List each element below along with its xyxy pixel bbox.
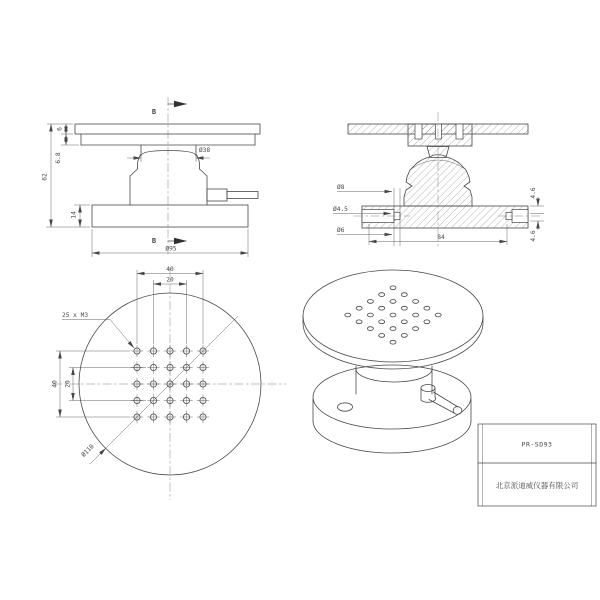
m3-hole-iso — [390, 327, 396, 331]
m3-hole-iso — [401, 334, 407, 338]
dim-bore-large: Ø8 — [337, 184, 345, 191]
thread-note: 25 x M3 — [62, 312, 89, 319]
m3-hole-iso — [435, 313, 441, 317]
diagonal-dia-line — [90, 316, 238, 464]
m3-hole-iso — [401, 320, 407, 324]
m3-hole-iso — [401, 293, 407, 297]
dim-grid-width: 40 — [166, 266, 174, 273]
m3-hole-iso — [413, 313, 419, 317]
top-view-dimensions — [52, 266, 204, 417]
m3-hole-iso — [379, 306, 385, 310]
side-view-dimensions — [42, 124, 249, 257]
dim-bolt-span: 84 — [437, 234, 445, 241]
m3-hole-iso — [367, 327, 373, 331]
section-label-top: B — [151, 108, 157, 116]
section-label-bottom: B — [151, 237, 157, 245]
dim-plate-dia: Ø110 — [80, 443, 96, 459]
m3-hole-iso — [345, 313, 351, 317]
m3-hole-iso — [390, 300, 396, 304]
iso-view — [303, 270, 483, 453]
base-port-hole — [338, 403, 353, 411]
iso-view-linework — [303, 270, 483, 453]
m3-hole-iso — [367, 300, 373, 304]
dim-spindle-dia: Ø38 — [199, 147, 211, 154]
title-block — [478, 424, 596, 506]
m3-hole-iso — [356, 306, 362, 310]
m3-hole-iso — [424, 306, 430, 310]
dim-total-height: 62 — [41, 173, 49, 181]
top-view — [52, 266, 287, 500]
m3-hole-iso — [356, 320, 362, 324]
section-view-linework — [348, 112, 540, 246]
dim-step-lower: 4.6 — [530, 230, 537, 242]
section-view — [333, 112, 544, 246]
dim-base-dia: Ø95 — [165, 245, 177, 253]
m3-hole-iso — [424, 320, 430, 324]
side-view-linework — [75, 124, 260, 227]
cable-gland — [421, 385, 462, 415]
m3-hole-iso — [379, 320, 385, 324]
dim-plate-thickness: 6 — [56, 127, 64, 131]
m3-hole-iso — [367, 313, 373, 317]
dim-grid-height: 40 — [51, 380, 59, 388]
iso-view-holes — [345, 286, 441, 344]
m3-hole-iso — [401, 306, 407, 310]
dim-step-upper: 4.6 — [530, 187, 537, 199]
m3-hole-iso — [379, 334, 385, 338]
title-block-model: PR-SD93 — [521, 440, 553, 449]
dim-neck-height: 6.8 — [55, 152, 62, 164]
side-view — [42, 97, 261, 257]
m3-hole-iso — [390, 340, 396, 344]
dim-base-thickness: 14 — [70, 211, 78, 219]
m3-hole-iso — [390, 313, 396, 317]
m3-hole-iso — [413, 327, 419, 331]
dim-bore-small: Ø4.5 — [333, 206, 348, 213]
dim-grid-half-width: 20 — [166, 276, 174, 284]
dim-bore-bottom: Ø6 — [337, 227, 345, 234]
m3-hole-iso — [379, 293, 385, 297]
title-block-frame — [478, 424, 596, 506]
title-block-company: 北京派迪威仪器有限公司 — [495, 481, 579, 490]
m3-hole-iso — [390, 286, 396, 290]
m3-hole-iso — [413, 300, 419, 304]
dim-grid-half-height: 20 — [64, 380, 72, 388]
